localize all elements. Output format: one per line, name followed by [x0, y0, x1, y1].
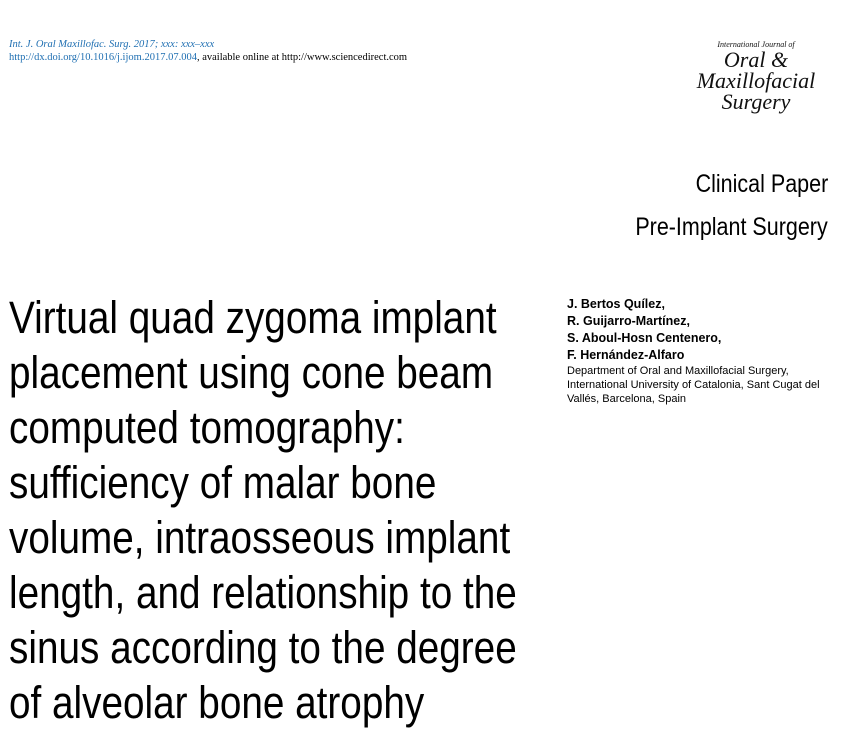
availability-text: , available online at http://www.sciencedirect.com	[196, 52, 408, 63]
logo-line-3: Maxillofacial	[696, 68, 816, 93]
journal-logo	[686, 40, 826, 112]
journal-citation: Int. J. Oral Maxillofac. Surg. 2017; xxx: xxx–xxx	[9, 39, 215, 50]
author-1: J. Bertos Quílez,	[567, 297, 665, 311]
affiliation: Department of Oral and Maxillofacial Surgery, International University of Catalonia, Sant Cugat del Vallés, Barcelona, Spain	[567, 365, 820, 405]
logo-line-1: International Journal of	[717, 40, 795, 49]
logo-line-4: Surgery	[721, 89, 791, 114]
author-2: R. Guijarro-Martínez,	[567, 314, 690, 328]
doi-line	[9, 51, 407, 64]
doi-link[interactable]: http://dx.doi.org/10.1016/j.ijom.2017.07.004	[9, 52, 197, 63]
citation-block	[9, 38, 407, 64]
article-title: Virtual quad zygoma implant placement using cone beam computed tomography: sufficiency of malar bone volume, intraosseous implant length, and relationship to the sinus according to the degree of alveolar bone atrophy	[9, 292, 517, 728]
paper-type: Clinical Paper	[695, 170, 828, 198]
paper-subject: Pre-Implant Surgery	[635, 213, 828, 241]
author-3: S. Aboul-Hosn Centenero,	[567, 331, 722, 345]
logo-line-2: Oral &	[723, 47, 789, 72]
author-list	[567, 296, 721, 364]
author-4: F. Hernández-Alfaro	[567, 348, 685, 362]
